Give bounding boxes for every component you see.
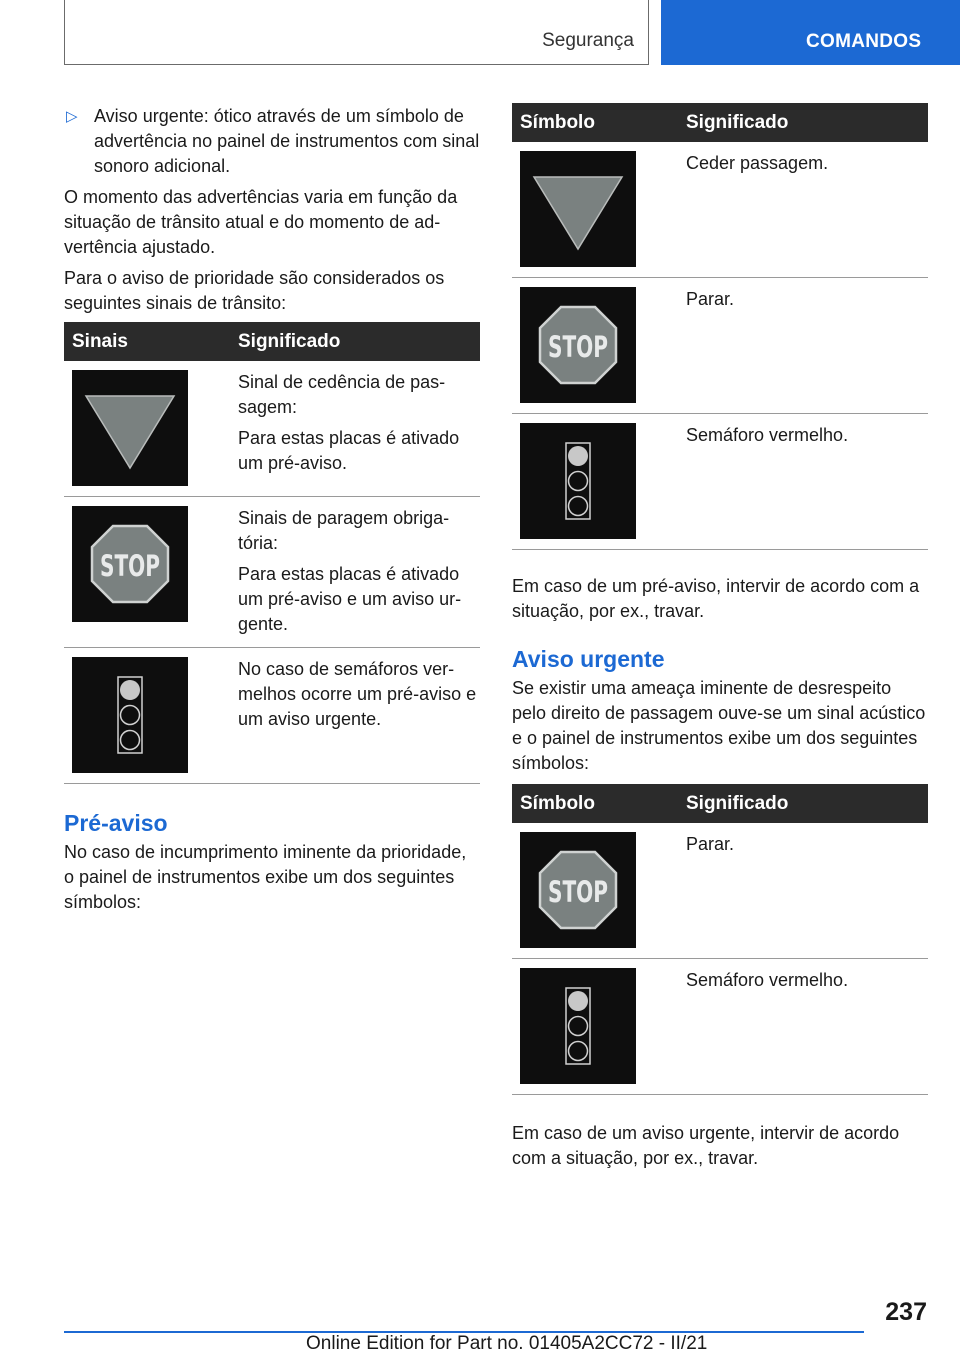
paragraph: Se existir uma ameaça iminente de desrespeito pelo direito de passagem ouve-se um sinal acústico e o painel de instrumentos exibe um dos seguintes símbolos: bbox=[512, 678, 926, 773]
right-column bbox=[512, 103, 928, 1171]
svg-text:STOP: STOP bbox=[548, 875, 608, 909]
paragraph: Para o aviso de prioridade são considerados os seguintes sinais de trânsito: bbox=[64, 268, 445, 313]
row-text: Para estas placas é ativado um pré-aviso e um aviso urgente. bbox=[238, 564, 462, 634]
row-text: Semáforo vermelho. bbox=[686, 970, 849, 990]
table-cell-text bbox=[676, 823, 928, 959]
paragraph: O momento das advertências varia em função da situação de trânsito atual e do momento de advertência ajustado. bbox=[64, 187, 458, 257]
row-text: Parar. bbox=[686, 834, 735, 854]
section-heading: Pré-aviso bbox=[64, 810, 168, 836]
stop-sign-icon bbox=[520, 832, 636, 948]
section-heading: Aviso urgente bbox=[512, 646, 665, 672]
row-text: Sinal de cedência de passagem: bbox=[238, 372, 446, 417]
stop-sign-icon bbox=[520, 287, 636, 403]
page-number: 237 bbox=[885, 1298, 927, 1326]
table-header-symbol: Símbolo bbox=[512, 784, 676, 823]
table-row bbox=[64, 497, 480, 648]
table-header-signs: Sinais bbox=[64, 322, 228, 361]
bullet-item bbox=[64, 104, 480, 179]
chapter-title: COMANDOS bbox=[806, 31, 922, 52]
table-cell-text bbox=[676, 959, 928, 1095]
table-row bbox=[512, 142, 928, 278]
table-cell-icon bbox=[512, 142, 676, 278]
table-cell-text bbox=[228, 497, 480, 648]
table-row bbox=[512, 278, 928, 414]
table-cell-text bbox=[676, 278, 928, 414]
row-text: Semáforo vermelho. bbox=[686, 425, 849, 445]
table-header-meaning: Significado bbox=[676, 784, 928, 823]
svg-text:STOP: STOP bbox=[548, 330, 608, 364]
table-header-symbol: Símbolo bbox=[512, 103, 676, 142]
header-section-box bbox=[64, 0, 649, 65]
traffic-light-icon bbox=[520, 968, 636, 1084]
yield-sign-icon bbox=[520, 151, 636, 267]
table-row bbox=[512, 414, 928, 550]
row-text: No caso de semáforos vermelhos ocorre um pré-aviso e um aviso urgente. bbox=[238, 659, 477, 729]
table-header-meaning: Significado bbox=[676, 103, 928, 142]
table-header-row bbox=[64, 322, 480, 361]
section-title: Segurança bbox=[542, 30, 634, 51]
signs-table bbox=[64, 322, 480, 784]
table-row bbox=[64, 648, 480, 784]
table-cell-icon bbox=[64, 648, 228, 784]
row-text: Sinais de paragem obrigatória: bbox=[238, 508, 450, 553]
table-cell-icon bbox=[64, 361, 228, 497]
left-column bbox=[64, 104, 480, 915]
table-cell-text bbox=[676, 414, 928, 550]
table-row bbox=[64, 361, 480, 497]
table-cell-text bbox=[676, 142, 928, 278]
table-cell-icon bbox=[512, 414, 676, 550]
table-cell-icon bbox=[512, 823, 676, 959]
table-cell-icon bbox=[512, 959, 676, 1095]
row-text: Ceder passagem. bbox=[686, 153, 829, 173]
bullet-text: Aviso urgente: ótico através de um símbolo de advertência no painel de instrumentos com sinal sonoro adicional. bbox=[94, 106, 480, 176]
footer-edition bbox=[306, 1333, 707, 1355]
edition-text: Online Edition for Part no. 01405A2CC72 - II/21 bbox=[306, 1333, 708, 1354]
symbols-table-prewarning bbox=[512, 103, 928, 550]
symbols-table-urgent bbox=[512, 784, 928, 1095]
bullet-triangle-icon: ▷ bbox=[66, 108, 78, 125]
chapter-tab[interactable] bbox=[661, 0, 960, 65]
paragraph: No caso de incumprimento iminente da prioridade, o painel de instrumentos exibe um dos seguintes símbolos: bbox=[64, 842, 467, 912]
table-cell-text bbox=[228, 648, 480, 784]
row-text: Parar. bbox=[686, 289, 735, 309]
table-cell-text bbox=[228, 361, 480, 497]
paragraph: Em caso de um aviso urgente, intervir de acordo com a situação, por ex., travar. bbox=[512, 1123, 900, 1168]
table-row bbox=[512, 823, 928, 959]
traffic-light-icon bbox=[520, 423, 636, 539]
table-row bbox=[512, 959, 928, 1095]
svg-text:STOP: STOP bbox=[100, 549, 160, 583]
traffic-light-icon bbox=[72, 657, 188, 773]
table-header-row bbox=[512, 784, 928, 823]
stop-sign-icon bbox=[72, 506, 188, 622]
table-header-meaning: Significado bbox=[228, 322, 480, 361]
table-header-row bbox=[512, 103, 928, 142]
paragraph: Em caso de um pré-aviso, intervir de acordo com a situação, por ex., travar. bbox=[512, 576, 920, 621]
table-cell-icon bbox=[512, 278, 676, 414]
row-text: Para estas placas é ativado um pré-aviso. bbox=[238, 428, 460, 473]
yield-sign-icon bbox=[72, 370, 188, 486]
table-cell-icon bbox=[64, 497, 228, 648]
